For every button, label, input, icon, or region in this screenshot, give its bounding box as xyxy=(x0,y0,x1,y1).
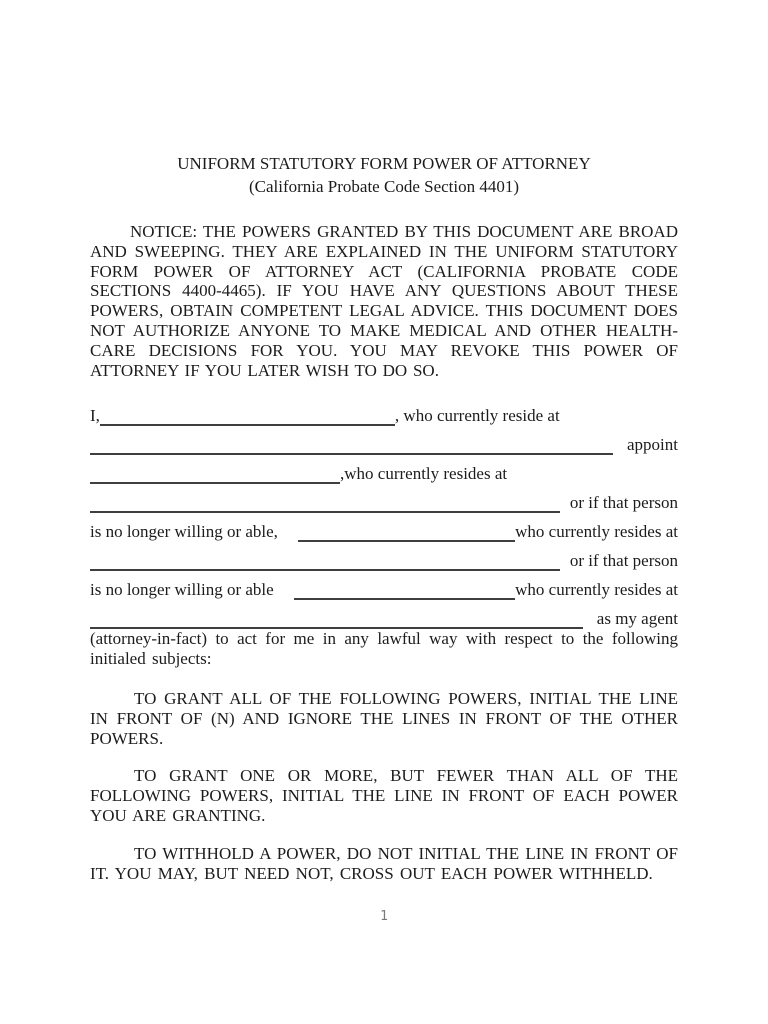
fill-line-1-post: , who currently reside at xyxy=(394,406,560,426)
notice-paragraph: NOTICE: THE POWERS GRANTED BY THIS DOCUMENT ARE BROAD AND SWEEPING. THEY ARE EXPLAINED IN THE UNIFORM STATUTORY FORM POWER OF ATTORNEY ACT (CALIFORNIA PROBATE CODE SECTIONS 4400-4465). IF YOU HAVE ANY QUESTIONS ABOUT THESE POWERS, OBTAIN COMPETENT LEGAL ADVICE. THIS DOCUMENT DOES NOT AUTHORIZE ANYONE TO MAKE MEDICAL AND OTHER HEALTH-CARE DECISIONS FOR YOU. YOU MAY REVOKE THIS POWER OF ATTORNEY IF YOU LATER WISH TO DO SO. xyxy=(90,222,678,380)
fill-line-agent-address xyxy=(90,484,678,513)
fill-line-7-pre: is no longer willing or able xyxy=(90,580,274,600)
alternate-agent-1-name-blank[interactable] xyxy=(298,521,515,542)
agent-name-blank[interactable] xyxy=(90,463,340,484)
principal-address-blank[interactable] xyxy=(90,434,613,455)
principal-name-blank[interactable] xyxy=(100,405,395,426)
fill-line-3-post: ,who currently resides at xyxy=(340,464,508,484)
alternate-agent-2-address-blank[interactable] xyxy=(90,608,583,629)
instruction-withhold: TO WITHHOLD A POWER, DO NOT INITIAL THE LINE IN FRONT OF IT. YOU MAY, BUT NEED NOT, CROSS OUT EACH POWER WITHHELD. xyxy=(90,843,678,883)
document-title-block xyxy=(90,152,678,198)
page-subtitle: (California Probate Code Section 4401) xyxy=(248,177,520,196)
page-title: UNIFORM STATUTORY FORM POWER OF ATTORNEY xyxy=(177,154,591,173)
fill-line-6-post: or if that person xyxy=(569,551,678,571)
fill-line-alternate-agent-2 xyxy=(90,571,678,600)
fill-line-alternate-agent-2-address xyxy=(90,600,678,629)
instruction-grant-all: TO GRANT ALL OF THE FOLLOWING POWERS, INITIAL THE LINE IN FRONT OF (N) AND IGNORE THE LINES IN FRONT OF THE OTHER POWERS. xyxy=(90,688,678,748)
fill-line-4-post: or if that person xyxy=(569,493,678,513)
fill-line-alternate-agent-1 xyxy=(90,513,678,542)
fill-line-8-post: as my agent xyxy=(596,609,678,629)
fill-line-2-post: appoint xyxy=(627,435,678,455)
fill-line-1-pre: I, xyxy=(90,406,100,426)
fill-line-principal-address xyxy=(90,426,678,455)
alternate-agent-2-name-blank[interactable] xyxy=(294,579,515,600)
agent-clause-paragraph: (attorney-in-fact) to act for me in any lawful way with respect to the following initialed subjects: xyxy=(90,629,678,669)
fill-line-agent-name xyxy=(90,455,678,484)
fill-line-7-post: who currently resides at xyxy=(515,580,678,600)
fill-line-alternate-agent-1-address xyxy=(90,542,678,571)
fill-in-section xyxy=(90,397,678,629)
alternate-agent-1-address-blank[interactable] xyxy=(90,550,560,571)
fill-line-5-pre: is no longer willing or able, xyxy=(90,522,278,542)
instruction-grant-some: TO GRANT ONE OR MORE, BUT FEWER THAN ALL OF THE FOLLOWING POWERS, INITIAL THE LINE IN FRONT OF EACH POWER YOU ARE GRANTING. xyxy=(90,766,678,825)
page-number: 1 xyxy=(380,909,388,924)
fill-line-5-post: who currently resides at xyxy=(515,522,678,542)
agent-address-blank[interactable] xyxy=(90,492,560,513)
fill-line-principal-name xyxy=(90,397,678,426)
